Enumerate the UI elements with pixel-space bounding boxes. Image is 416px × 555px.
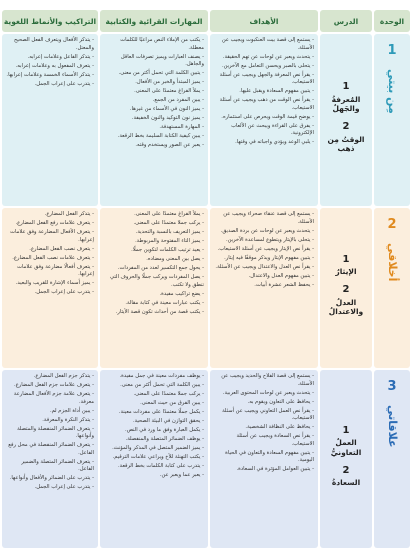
list-item: - يتحدث ويعبر عن لوحات المحتوى العربية. <box>214 390 314 398</box>
header-lesson: الدرس <box>320 10 372 32</box>
list-item: - يتدرب على إعراب الجمل. <box>6 289 94 297</box>
table-body <box>2 34 410 548</box>
list-item: - يتحلى بالصبر ويحسن التعامل مع الآخرين. <box>214 63 314 71</box>
list-item: - يميز التاء المفتوحة والمربوطة. <box>104 238 204 246</box>
list-item: - يتعرف علامات جزم الفعل المضارع. <box>6 382 94 390</box>
list-item: - يكتب التهنئة للأخ ويراعي علامات الترقيم. <box>104 454 204 462</box>
structures-list <box>6 211 94 297</box>
lesson-number: 1 <box>342 253 350 265</box>
list-item: - يوضح قيمة الوقت ويحرص على استثماره. <box>214 114 314 122</box>
structures-cell <box>2 34 98 206</box>
lesson-name: المُعرفةُ والجَهلُ <box>331 94 361 114</box>
list-item: - يميز المبتدأ والخبر من الأفعال. <box>104 79 204 87</box>
structures-cell <box>2 370 98 548</box>
skills-list <box>104 373 204 480</box>
lesson-name: الوقتُ مِن ذهب <box>327 134 365 154</box>
list-item: - يتذكر الفاعل وعلامات إعرابه. <box>6 54 94 62</box>
list-item: - يتبين العوامل المؤثرة في السعادة. <box>214 466 314 474</box>
list-item: - يفرق على القراءة ويبحث عن الألعاب الإلكترونية. <box>214 123 314 138</box>
header-reading-writing: المهارات القرائية والكتابية <box>100 10 208 32</box>
skills-list <box>104 37 204 150</box>
unit-cell <box>374 370 410 548</box>
unit-cell <box>374 34 410 206</box>
lesson-number: 1 <box>342 81 350 92</box>
lesson-cell <box>320 34 372 206</box>
list-item: - يوظف مفردات معينة في جمل مفيدة. <box>104 373 204 381</box>
list-item: - يميز نون التوكيد والنون الخفيفة. <box>104 115 204 123</box>
lesson-name: السعادةُ <box>331 478 361 488</box>
list-item: - يكتب عبارات معينة في كتابة مقالة. <box>104 300 204 308</box>
list-item: - يكتب من الإملاء النص مراعيًا للكلمات معطلة. <box>104 37 204 52</box>
list-item: - يضع تراكيب مفيدة. <box>104 291 204 299</box>
list-item: - يتذكر الأفعال ويتعرف الفعل الصحيح والمعتل. <box>6 37 94 52</box>
list-item: - يميز الضمير المتصل في المذكر والمؤنث. <box>104 445 204 453</box>
list-item: - يميز أسماء الإشارة للقريب والبعيد. <box>6 280 94 288</box>
unit-title: علاقاتي <box>385 404 399 448</box>
unit-row <box>2 370 410 548</box>
lesson-number: 2 <box>342 121 350 132</box>
list-item: - يحافظ على النظافة الشخصية. <box>214 424 314 432</box>
unit-number: 2 <box>387 217 397 232</box>
list-item: - يقرأ نص المعرفة والجهل ويجيب عن أسئلة الاستيعاب. <box>214 72 314 87</box>
list-item: - يتعرف الضمائر المتصلة والضمير الفاعل. <box>6 459 94 474</box>
list-item: - يتدرب على الضمائر والأفعال وأنواعها. <box>6 475 94 483</box>
list-item: - يتحلى بالإيثار ويتطوع لمساعدة الآخرين. <box>214 237 314 245</box>
skills-cell <box>100 208 208 368</box>
list-item: - يملأ الفراغ معتمدًا على المعنى. <box>104 88 204 96</box>
list-item: - يصنف العبارات ويميز تصرفات العاقل والجاهل. <box>104 54 204 69</box>
skills-cell <box>100 370 208 548</box>
list-item: - يتذكر الفعل المضارع. <box>6 211 94 219</box>
list-item: - المهارة المستهدفة. <box>104 124 204 132</box>
list-item: - يتعرف نصب الفعل المضارع. <box>6 246 94 254</box>
list-item: - يقرأ نص العدل والاعتدال ويجيب عن الأسئلة. <box>214 264 314 272</box>
list-item: - يقرأ نص العمل التعاوني ويجيب عن أسئلة الاستيعاب. <box>214 408 314 423</box>
objectives-cell <box>210 370 318 548</box>
lesson-number: 2 <box>342 464 350 476</box>
list-item: - يقرأ نص الإيثار ويجيب عن أسئلة الاستيعاب. <box>214 246 314 254</box>
list-item: - يتحدث ويعبر عن لوحات عن تهم الحقيقة. <box>214 54 314 62</box>
unit-title: مِن بيتي <box>385 68 399 114</box>
list-item: - يتدرب على إعراب الجمل. <box>6 81 94 89</box>
objectives-cell <box>210 208 318 368</box>
list-item: - يتحدث ويعبر عن لوحات عن بردة الصديق. <box>214 228 314 236</box>
list-item: - يستمع إلى قصة بيت العنكبوت ويجيب عن الأسئلة. <box>214 37 314 52</box>
list-item: - يستمع إلى قصة عنقاء صحراء ويجيب عن الأسئلة. <box>214 211 314 226</box>
list-item: - يتعرف المفعول به وعلامات إعرابه. <box>6 63 94 71</box>
list-item: - يحفظ الشعر عشرة أبيات. <box>214 282 314 290</box>
list-item: - يتعرف الضمائر المنفصلة في محل رفع الفاعل. <box>6 442 94 457</box>
skills-cell <box>100 34 208 206</box>
list-item: - يعبر عما ويعبر عن. <box>104 472 204 480</box>
list-item: - يحول جمع التكسير لعدد من المفردات. <box>104 265 204 273</box>
unit-cell <box>374 208 410 368</box>
list-item: - يكتب قصة من أحداث تكون قصة الأيثار. <box>104 309 204 317</box>
list-item: - يتبين الكلمة التي تحمل أكثر من معنى. <box>104 70 204 78</box>
unit-row <box>2 34 410 206</box>
list-item: - يتذكر الأسماء الخمسة وعلامات إعرابها. <box>6 72 94 80</box>
objectives-list <box>214 211 314 289</box>
list-item: - يتبين مفهوم السعادة والتعاون في الحياة اليومية. <box>214 450 314 465</box>
list-item: - يعبر عن الصور ويستخدم وقته. <box>104 142 204 150</box>
list-item: - يركب جملا معتمدًا على المعنى. <box>104 220 204 228</box>
list-item: - يتدرب على إعراب الجمل. <box>6 484 94 492</box>
list-item: - يتدرب على كتابة الكلمات بخط الرقعة. <box>104 463 204 471</box>
header-objectives: الأهداف <box>210 10 318 32</box>
list-item: - يستمع إلى قصة الفلاح والحديد ويجيب عن الأسئلة. <box>214 373 314 388</box>
objectives-list <box>214 37 314 147</box>
list-item: - يقرأ نص السعادة ويجيب عن أسئلة الاستيعاب. <box>214 433 314 448</box>
list-item: - يقرأ نص الوقت من ذهب ويجيب عن أسئلة الاستيعاب. <box>214 97 314 112</box>
unit-title: أخلاقي <box>385 242 399 282</box>
list-item: - يكمل العبارة وفق ما ورد في النص. <box>104 427 204 435</box>
curriculum-table <box>0 8 412 550</box>
list-item: - يتعرف علامات نصب الفعل المضارع. <box>6 255 94 263</box>
list-item: - يتبين مفهوم الإيثار ويذكر موقفًا فيه إيثار. <box>214 255 314 263</box>
skills-list <box>104 211 204 316</box>
unit-row <box>2 208 410 368</box>
lesson-number: 2 <box>342 284 350 296</box>
list-item: - يبين المفرد من الجمع. <box>104 97 204 105</box>
list-item: - يتعرف أفعالًا مضارعة وفق علامات إعرابها. <box>6 264 94 279</box>
lesson-cell <box>320 370 372 548</box>
list-item: - يكمل جملًا معتمدًا على مفردات معينة. <box>104 409 204 417</box>
structures-list <box>6 373 94 492</box>
list-item: - يتعرف علامة جزم الأفعال المضارعة معرفة. <box>6 391 94 406</box>
lesson-number: 1 <box>342 424 350 436</box>
header-structures: التراكيب والأنماط اللغوية <box>2 10 98 32</box>
unit-number: 1 <box>387 43 397 58</box>
lesson-cell <box>320 208 372 368</box>
list-item: - يتذكر النكرة والمعرفة. <box>6 417 94 425</box>
header-unit: الوحدة <box>374 10 410 32</box>
structures-list <box>6 37 94 88</box>
objectives-cell <box>210 34 318 206</box>
list-item: - يتبين مفهوم العدل والاعتدال. <box>214 273 314 281</box>
list-item: - يملأ الفراغ معتمدًا على المعنى. <box>104 211 204 219</box>
objectives-list <box>214 373 314 474</box>
list-item: - يلبي الوعد ويؤدي واجباته في وقتها. <box>214 139 314 147</box>
list-item: - يبين كيفية الكتابة السليمة بخط الرقعة. <box>104 133 204 141</box>
list-item: - يتعرف الضمائر المنفصلة والمتصلة وأنواعها. <box>6 426 94 441</box>
list-item: - يتعرف علامات رفع الفعل المضارع. <box>6 220 94 228</box>
list-item: - يبين الكلمة التي تحمل أكثر من معنى. <box>104 382 204 390</box>
structures-cell <box>2 208 98 368</box>
list-item: - يحقق التوازن في البيئة الصحية. <box>104 418 204 426</box>
header-row <box>2 10 410 32</box>
list-item: - يبين أداة الجزم لم. <box>6 408 94 416</box>
lesson-name: الإيثارُ <box>335 267 357 277</box>
list-item: - يركب جملا معتمدًا على المعنى. <box>104 391 204 399</box>
list-item: - يتبين مفهوم السعادة ويقبل عليها. <box>214 88 314 96</box>
list-item: - يميز النون في الأسماء من غيرها. <box>104 106 204 114</box>
lesson-name: العدلُ والاعتدالُ <box>328 297 364 317</box>
list-item: - يوظف الضمائر المتصلة والمنفصلة. <box>104 436 204 444</box>
list-item: - يصل بين المعنى ومضاده. <box>104 256 204 264</box>
unit-number: 3 <box>387 379 397 394</box>
list-item: - يبين الفرق من حيث المعنى. <box>104 400 204 408</box>
list-item: - يتعرف الأفعال المضارعة وفق علامات إعرابها. <box>6 229 94 244</box>
list-item: - يصل المفردات ويركب جملًا والحروف التي تنطق ولا تكتب. <box>104 274 204 289</box>
list-item: - يميز التعريف بالنسبة والتحدية. <box>104 229 204 237</box>
list-item: - يحافظ على التعاون ويقوم به. <box>214 399 314 407</box>
list-item: - يتذكر جزم الفعل المضارع. <box>6 373 94 381</box>
lesson-name: العملُ التعاونيُّ <box>330 438 362 458</box>
list-item: - يعيد ترتيب الكلمات لتكوين جملًا. <box>104 247 204 255</box>
